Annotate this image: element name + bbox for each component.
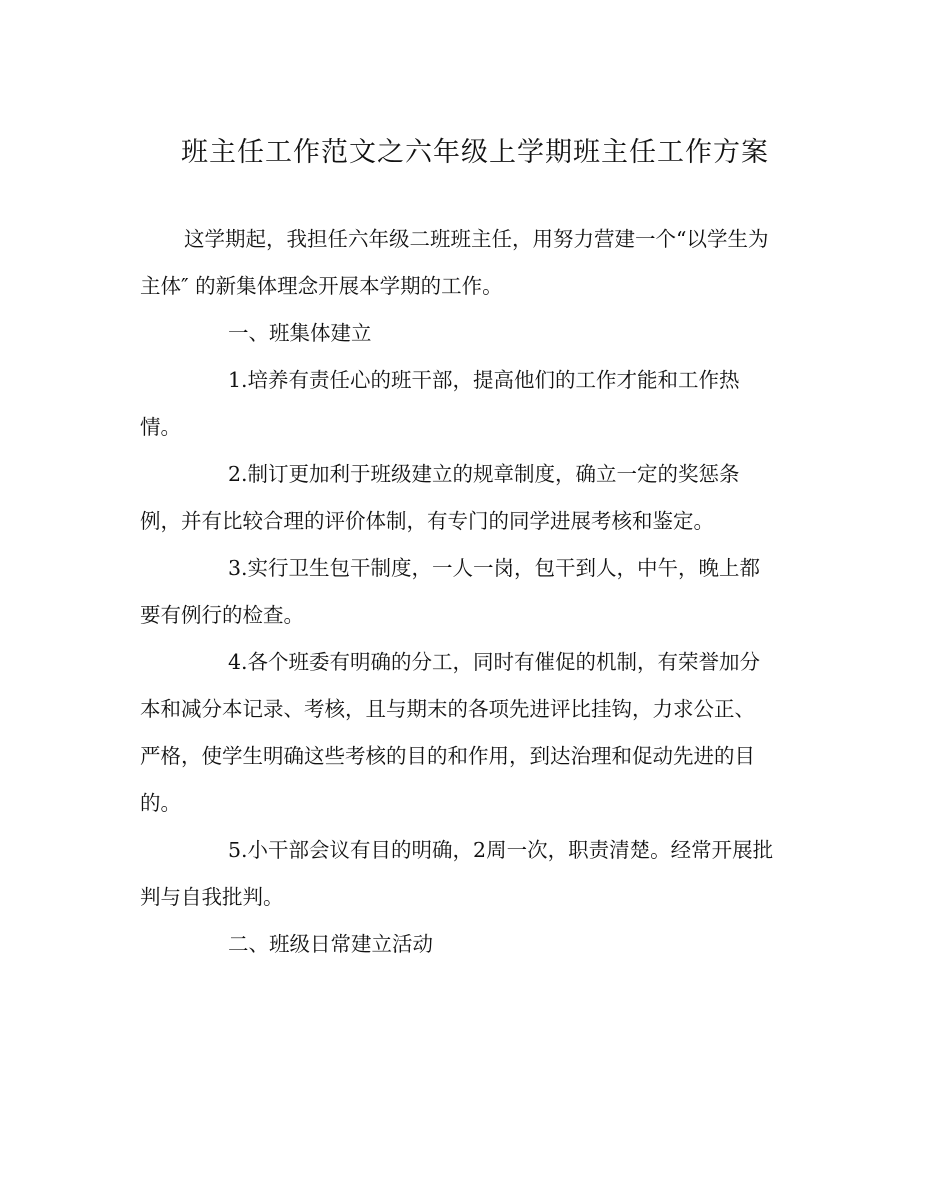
paragraph-intro (140, 216, 820, 310)
text-line: 二、班级日常建立活动 (228, 932, 433, 956)
text-line: 3.实行卫生包干制度，一人一岗，包干到人，中午，晚上都 (228, 556, 761, 580)
document-title: 班主任工作范文之六年级上学期班主任工作方案 (181, 137, 769, 168)
text-line: 严格，使学生明确这些考核的目的和作用，到达治理和促动先进的目 (140, 744, 755, 768)
text-line: 一、班集体建立 (228, 321, 372, 345)
paragraph-item-3 (140, 545, 820, 639)
text-line: 例，并有比较合理的评价体制，有专门的同学进展考核和鉴定。 (140, 509, 714, 533)
paragraph-item-4 (140, 639, 820, 827)
text-line: 4.各个班委有明确的分工，同时有催促的机制，有荣誉加分 (228, 650, 761, 674)
text-line: 情。 (140, 415, 181, 439)
text-line: 2.制订更加利于班级建立的规章制度，确立一定的奖惩条 (228, 462, 740, 486)
section-heading-2 (140, 921, 820, 968)
document-body (140, 216, 820, 968)
text-line: 的。 (140, 791, 181, 815)
text-line: 本和减分本记录、考核，且与期末的各项先进评比挂钩，力求公正、 (140, 697, 755, 721)
paragraph-item-5 (140, 827, 820, 921)
text-line: 要有例行的检查。 (140, 603, 304, 627)
text-line: 5.小干部会议有目的明确，2周一次，职责清楚。经常开展批 (228, 838, 774, 862)
text-line: 主体″ 的新集体理念开展本学期的工作。 (140, 274, 503, 298)
text-line: 1.培养有责任心的班干部，提高他们的工作才能和工作热 (228, 368, 740, 392)
paragraph-item-1 (140, 357, 820, 451)
section-heading-1 (140, 310, 820, 357)
text-line: 这学期起，我担任六年级二班班主任，用努力营建一个“以学生为 (184, 227, 769, 251)
paragraph-item-2 (140, 451, 820, 545)
text-line: 判与自我批判。 (140, 885, 284, 909)
